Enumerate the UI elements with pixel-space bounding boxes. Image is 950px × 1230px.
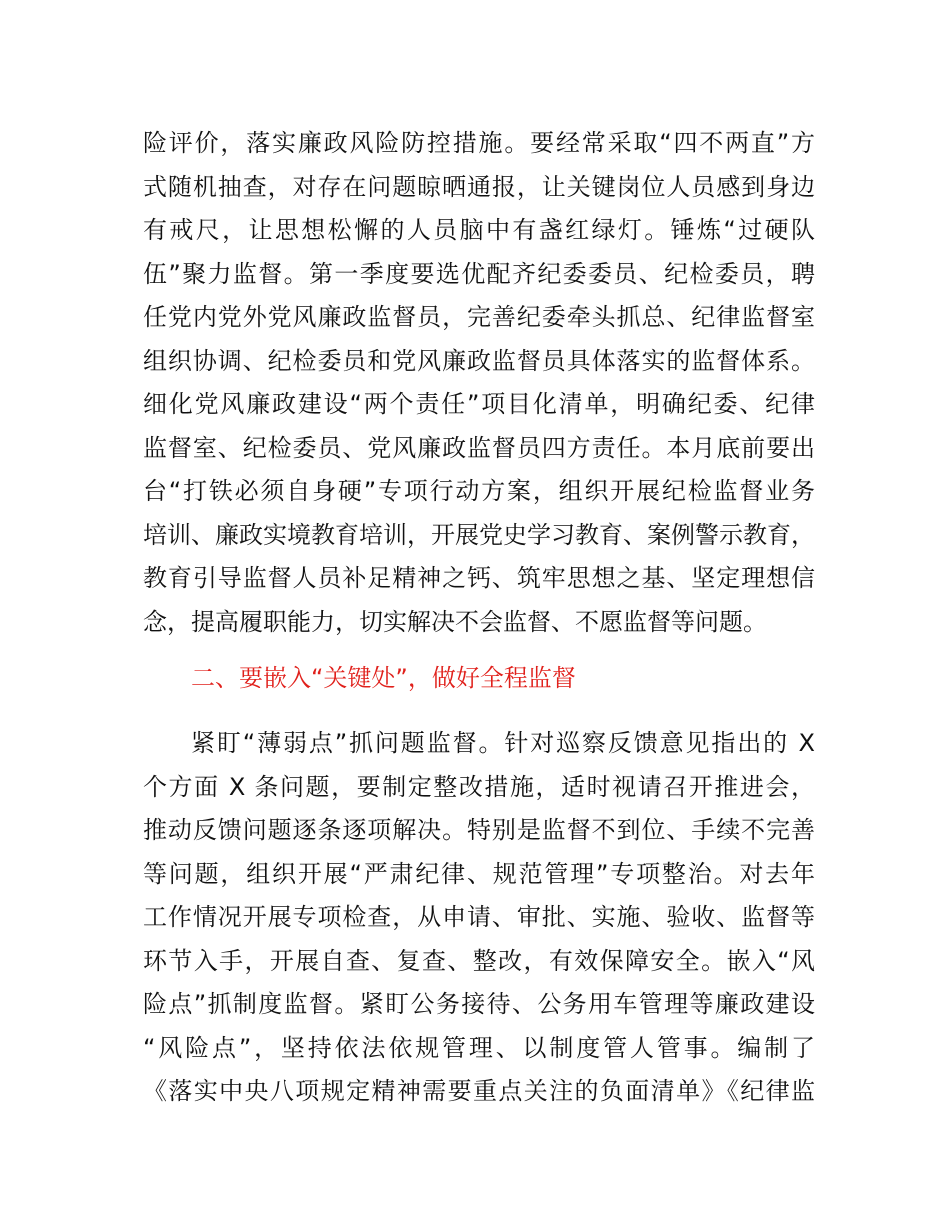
section-heading: 二、要嵌入“关键处”，做好全程监督: [191, 664, 576, 692]
text-line: 《落实中央八项规定精神需要重点关注的负面清单》《纪律监: [143, 1077, 815, 1105]
text-line: 监督室、纪检委员、党风廉政监督员四方责任。本月底前要出: [143, 433, 815, 462]
text-line: 台“打铁必须自身硬”专项行动方案，组织开展纪检监督业务: [143, 477, 815, 505]
text-line: 险评价，落实廉政风险防控措施。要经常采取“四不两直”方: [143, 129, 815, 157]
text-line: 紧盯“薄弱点”抓问题监督。针对巡察反馈意见指出的 X: [191, 729, 815, 757]
text-line: 念，提高履职能力，切实解决不会监督、不愿监督等问题。: [143, 607, 767, 636]
text-line: 任党内党外党风廉政监督员，完善纪委牵头抓总、纪律监督室: [143, 303, 815, 331]
paragraph-section-2: [143, 722, 815, 1114]
text-line: 细化党风廉政建设“两个责任”项目化清单，明确纪委、纪律: [143, 390, 815, 418]
text-line: “风险点”，坚持依法依规管理、以制度管人管事。编制了: [143, 1033, 815, 1062]
text-line: 险点”抓制度监督。紧盯公务接待、公务用车管理等廉政建设: [143, 990, 815, 1018]
text-line: 伍”聚力监督。第一季度要选优配齐纪委委员、纪检委员，聘: [143, 259, 815, 288]
text-line: 个方面 X 条问题，要制定整改措施，适时视请召开推进会，: [143, 772, 815, 801]
text-line: 工作情况开展专项检查，从申请、审批、实施、验收、监督等: [143, 903, 815, 931]
text-line: 有戒尺，让思想松懈的人员脑中有盏红绿灯。锤炼“过硬队: [143, 216, 815, 244]
paragraph-continuation: [143, 122, 815, 644]
text-line: 组织协调、纪检委员和党风廉政监督员具体落实的监督体系。: [143, 346, 815, 375]
text-line: 等问题，组织开展“严肃纪律、规范管理”专项整治。对去年: [143, 859, 815, 888]
text-line: 式随机抽查，对存在问题晾晒通报，让关键岗位人员感到身边: [143, 172, 815, 201]
text-line: 环节入手，开展自查、复查、整改，有效保障安全。嵌入“风: [143, 946, 815, 975]
text-line: 教育引导监督人员补足精神之钙、筑牢思想之基、坚定理想信: [143, 564, 815, 592]
text-line: 推动反馈问题逐条逐项解决。特别是监督不到位、手续不完善: [143, 816, 815, 844]
text-line: 培训、廉政实境教育培训，开展党史学习教育、案例警示教育，: [143, 520, 815, 549]
